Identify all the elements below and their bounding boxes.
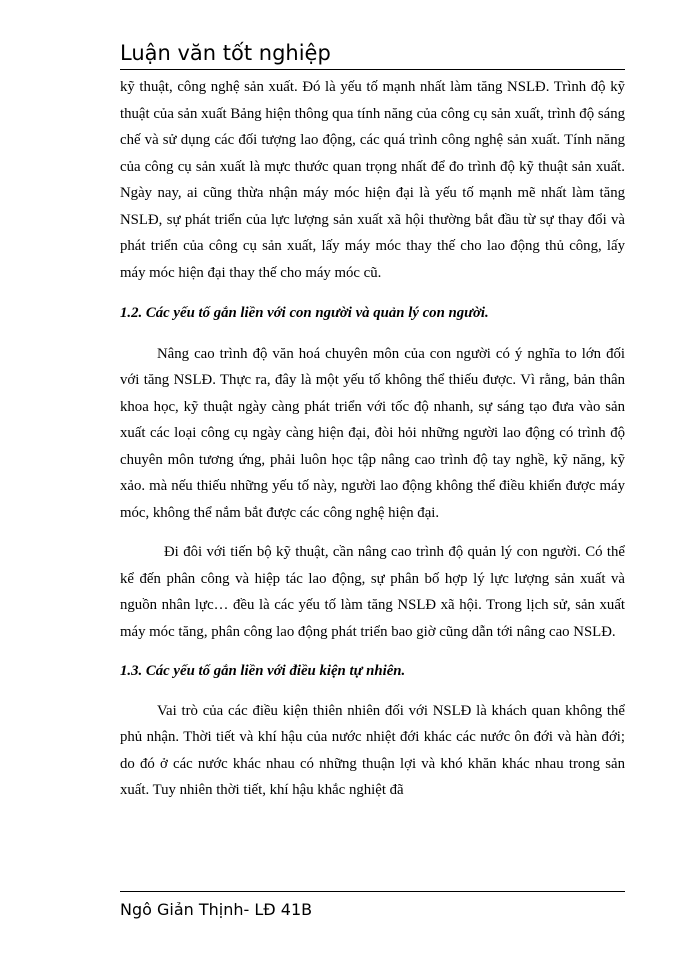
paragraph-2: Nâng cao trình độ văn hoá chuyên môn của con người có ý nghĩa to lớn đối với tăng NSLĐ. Thực ra, đây là một yếu tố không thể thiếu được. Vì rằng, bản thân khoa học, kỹ thuật ngày càng phát triển với tốc độ nhanh, sự sáng tạo đưa vào sản xuất các loại công cụ ngày càng hiện đại, đòi hỏi những người lao động có trình độ chuyên môn tương ứng, phải luôn học tập nâng cao trình độ tay nghề, kỹ năng, kỹ xảo. mà nếu thiếu những yếu tố này, người lao động không thể điều khiển được máy móc, không thể nắm bắt được các công nghệ hiện đại. [120,345,625,521]
footer-divider [120,891,625,892]
page-footer-author: Ngô Giản Thịnh- LĐ 41B [120,900,313,919]
paragraph-4: Vai trò của các điều kiện thiên nhiên đối với NSLĐ là khách quan không thể phủ nhận. Thời tiết và khí hậu của nước nhiệt đới khác các nước ôn đới và hàn đới; do đó ở các nước khác nhau có những thuận lợi và khó khăn khác nhau trong sản xuất. Tuy nhiên thời tiết, khí hậu khắc nghiệt đã [120,702,625,798]
section-heading-1-2: 1.2. Các yếu tố gắn liền với con người và quản lý con người. [120,305,489,321]
paragraph-3: Đi đôi với tiến bộ kỹ thuật, cần nâng cao trình độ quản lý con người. Có thể kể đến phân công và hiệp tác lao động, sự phân bố hợp lý lực lượng sản xuất và nguồn nhân lực… đều là các yếu tố làm tăng NSLĐ xã hội. Trong lịch sử, sản xuất máy móc tăng, phân công lao động phát triển bao giờ cũng dẫn tới nâng cao NSLĐ. [120,544,625,640]
paragraph-1: kỹ thuật, công nghệ sản xuất. Đó là yếu tố mạnh nhất làm tăng NSLĐ. Trình độ kỹ thuật của sản xuất Bảng hiện thông qua tính năng của công cụ sản xuất, trình độ sáng chế và sử dụng các đối tượng lao động, các quá trình công nghệ sản xuất. Tính năng của công cụ sản xuất là mực thước quan trọng nhất để đo trình độ kỹ thuật sản xuất. Ngày nay, ai cũng thừa nhận máy móc hiện đại là yếu tố mạnh mẽ nhất làm tăng NSLĐ, sự phát triển của lực lượng sản xuất xã hội thường bắt đầu từ sự thay đổi và phát triển của công cụ sản xuất, lấy máy móc thay thế cho lao động thủ công, lấy máy móc hiện đại thay thế cho máy móc cũ. [120,79,625,281]
header-divider [120,69,625,70]
page-body [120,74,625,804]
section-heading-1-3: 1.3. Các yếu tố gắn liền với điều kiện tự nhiên. [120,663,406,679]
page-header-title: Luận văn tốt nghiệp [120,41,331,65]
